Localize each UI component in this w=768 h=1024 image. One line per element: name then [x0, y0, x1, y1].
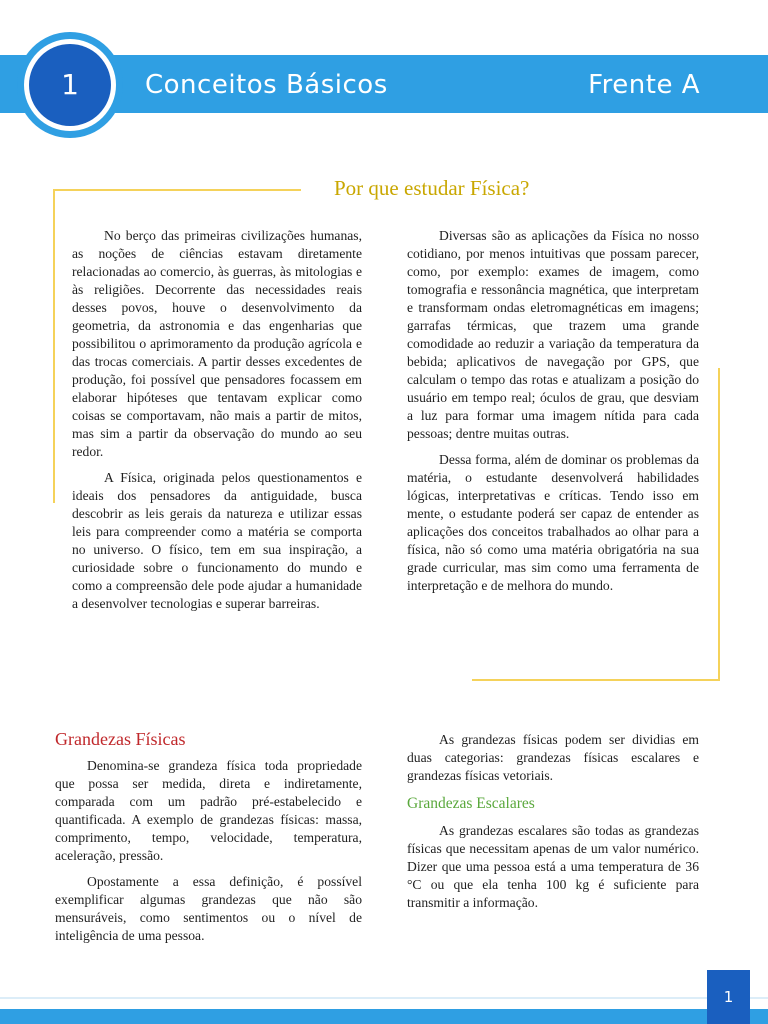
escalares-column — [407, 822, 699, 920]
paragraph: As grandezas físicas podem ser dividias em duas categorias: grandezas físicas escalares e grandezas físicas vetoriais. — [407, 732, 699, 783]
page-number: 1 — [707, 970, 750, 1024]
section-heading: Por que estudar Física? — [334, 176, 530, 200]
paragraph: No berço das primeiras civilizações humanas, as noções de ciências estavam diretamente relacionadas ao comercio, às guerras, às mitologias e às religiões. Decorrente das necessidades reais desses povos, houve o desenvolvimento da geometria, da astronomia e das engenharias que possibilitou o aprimoramento da produção agrícola e das trocas comerciais. A partir desses excedentes de produção, foi possível que pensadores focassem em elaborar hipóteses que tentavam explicar como coisas se comportavam, não mais a partir de mitos, mas sim a partir da observação do mundo ao seu redor. — [72, 228, 362, 459]
frente-label: Frente A — [588, 70, 700, 100]
footer-rule — [0, 997, 768, 999]
paragraph: Dessa forma, além de dominar os problemas da matéria, o estudante desenvolverá habilidades lógicas, interpretativas e críticas. Tendo isso em mente, o estudante poderá ser capaz de entender as aplicações dos conceitos trabalhados ao olhar para a física, não só como uma matéria obrigatória na sua grade curricular, mas sim como uma ferramenta de interpretação e de melhora do mundo. — [407, 452, 699, 593]
chapter-number: 1 — [61, 68, 79, 101]
grandezas-left-column — [55, 757, 362, 953]
frame-top-line — [53, 189, 301, 191]
frame-right-line — [718, 368, 720, 680]
paragraph: A Física, originada pelos questionamentos e ideais dos pensadores da antiguidade, busca descobrir as leis gerais da natureza e utilizar essas leis para compreender como a matéria se comporta no universo. O físico, tem em sua inspiração, a curiosidade sobre o funcionamento do mundo e como a compreensão dele pode ajudar a humanidade a desenvolver tecnologias e superar barreiras. — [72, 470, 362, 611]
footer-band — [0, 1009, 768, 1024]
escalares-heading: Grandezas Escalares — [407, 795, 535, 812]
frame-bottom-line — [472, 679, 720, 681]
paragraph: Opostamente a essa definição, é possível exemplificar algumas grandezas que não são mensuráveis, como sentimentos ou o nível de inteligência de uma pessoa. — [55, 874, 362, 943]
intro-right-column — [407, 227, 699, 603]
grandezas-heading: Grandezas Físicas — [55, 729, 186, 749]
paragraph: As grandezas escalares são todas as grandezas físicas que necessitam apenas de um valor numérico. Dizer que uma pessoa está a uma temperatura de 36 °C ou que ela tenha 100 kg é suficiente para transmitir a informação. — [407, 823, 699, 910]
paragraph: Diversas são as aplicações da Física no nosso cotidiano, por menos intuitivas que possam parecer, como, por exemplo: exames de imagem, como tomografia e ressonância magnética, que interpretam e transformam ondas eletromagnéticas em imagens; garrafas térmicas, que trazem uma grande comodidade ao reduzir a variação da temperatura da bebida; aplicativos de navegação por GPS, que calculam o tempo das rotas e atualizam a posição do usuário em tempo real; óculos de grau, que desviam a luz para formar uma imagem nítida para cada pessoas; dentre muitas outras. — [407, 228, 699, 441]
grandezas-intro-column — [407, 731, 699, 793]
intro-left-column — [72, 227, 362, 621]
frame-left-line — [53, 189, 55, 503]
chapter-title: Conceitos Básicos — [145, 70, 388, 100]
paragraph: Denomina-se grandeza física toda propriedade que possa ser medida, direta e indiretamente, comparada com um padrão pré-estabelecido e quantificada. A exemplo de grandezas físicas: massa, comprimento, tempo, velocidade, temperatura, aceleração, pressão. — [55, 758, 362, 863]
